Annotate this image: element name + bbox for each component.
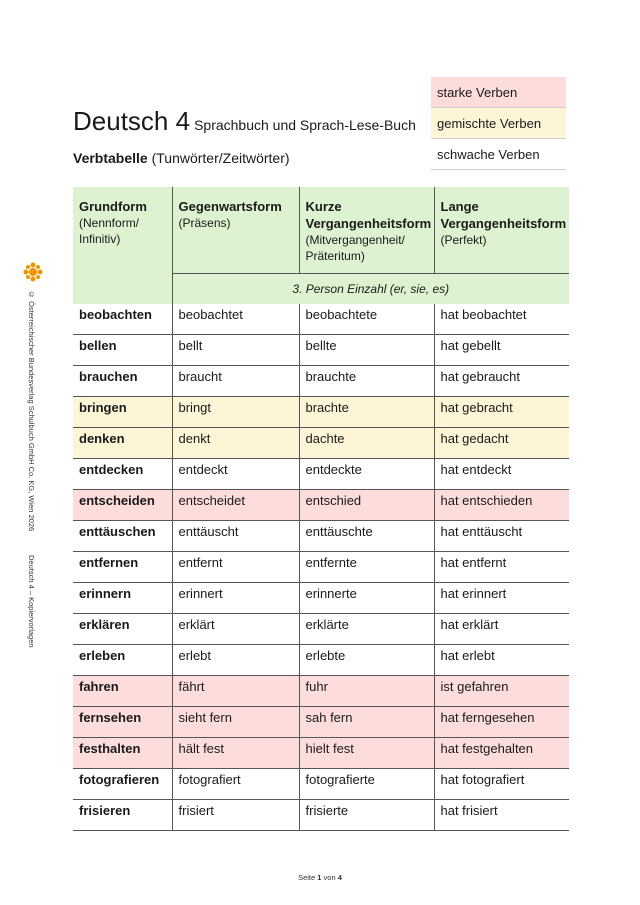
verb-type-legend (431, 77, 566, 170)
perfect-cell: hat gebraucht (434, 366, 569, 397)
perfect-cell: hat entschieden (434, 490, 569, 521)
present-cell: bellt (172, 335, 299, 366)
preterite-cell: brachte (299, 397, 434, 428)
column-header: Kurze Vergangenheitsform (Mitvergangenheit/ Präteritum) (299, 187, 434, 273)
infinitive-cell: entscheiden (73, 490, 172, 521)
column-header: Lange Vergangenheitsform (Perfekt) (434, 187, 569, 273)
preterite-cell: entfernte (299, 552, 434, 583)
preterite-cell: dachte (299, 428, 434, 459)
preterite-cell: enttäuschte (299, 521, 434, 552)
book-subtitle: Sprachbuch und Sprach-Lese-Buch (194, 117, 416, 133)
table-row (73, 304, 569, 335)
preterite-cell: hielt fest (299, 738, 434, 769)
table-row (73, 800, 569, 831)
present-cell: beobachtet (172, 304, 299, 335)
perfect-cell: hat gebracht (434, 397, 569, 428)
present-cell: fotografiert (172, 769, 299, 800)
table-row (73, 490, 569, 521)
present-cell: entdeckt (172, 459, 299, 490)
perfect-cell: hat beobachtet (434, 304, 569, 335)
perfect-cell: hat entfernt (434, 552, 569, 583)
present-cell: erlebt (172, 645, 299, 676)
table-title-rest: (Tunwörter/Zeitwörter) (151, 150, 290, 166)
present-cell: frisiert (172, 800, 299, 831)
perfect-cell: hat entdeckt (434, 459, 569, 490)
infinitive-cell: frisieren (73, 800, 172, 831)
table-title (73, 150, 290, 166)
publisher-logo-icon (23, 262, 43, 282)
perfect-cell: ist gefahren (434, 676, 569, 707)
table-row (73, 583, 569, 614)
preterite-cell: beobachtete (299, 304, 434, 335)
column-header: Grundform (Nennform/ Infinitiv) (73, 187, 172, 273)
legend-strong-verbs: starke Verben (431, 77, 566, 108)
preterite-cell: entdeckte (299, 459, 434, 490)
table-row (73, 335, 569, 366)
page-footer: Seite 1 von 4 (298, 873, 342, 882)
infinitive-cell: brauchen (73, 366, 172, 397)
perfect-cell: hat fotografiert (434, 769, 569, 800)
table-row (73, 676, 569, 707)
present-cell: erklärt (172, 614, 299, 645)
present-cell: entscheidet (172, 490, 299, 521)
infinitive-cell: bringen (73, 397, 172, 428)
present-cell: enttäuscht (172, 521, 299, 552)
infinitive-cell: fernsehen (73, 707, 172, 738)
table-header-row (73, 187, 569, 273)
table-row (73, 614, 569, 645)
perfect-cell: hat festgehalten (434, 738, 569, 769)
present-cell: braucht (172, 366, 299, 397)
preterite-cell: sah fern (299, 707, 434, 738)
present-cell: fährt (172, 676, 299, 707)
preterite-cell: brauchte (299, 366, 434, 397)
preterite-cell: fotografierte (299, 769, 434, 800)
perfect-cell: hat erklärt (434, 614, 569, 645)
infinitive-cell: beobachten (73, 304, 172, 335)
present-cell: entfernt (172, 552, 299, 583)
infinitive-cell: denken (73, 428, 172, 459)
present-cell: sieht fern (172, 707, 299, 738)
column-header: Gegenwartsform (Präsens) (172, 187, 299, 273)
verb-table (73, 187, 569, 831)
perfect-cell: hat gebellt (434, 335, 569, 366)
infinitive-cell: erklären (73, 614, 172, 645)
person-note: 3. Person Einzahl (er, sie, es) (172, 273, 569, 304)
infinitive-cell: enttäuschen (73, 521, 172, 552)
present-cell: erinnert (172, 583, 299, 614)
table-row (73, 707, 569, 738)
person-note-row (73, 273, 569, 304)
table-title-bold: Verbtabelle (73, 150, 148, 166)
present-cell: denkt (172, 428, 299, 459)
table-row (73, 552, 569, 583)
infinitive-cell: erleben (73, 645, 172, 676)
table-row (73, 521, 569, 552)
infinitive-cell: erinnern (73, 583, 172, 614)
book-note: Deutsch 4 – Kopiervorlagen (27, 555, 36, 648)
perfect-cell: hat enttäuscht (434, 521, 569, 552)
copyright-note: © Österreichischer Bundesverlag Schulbuch GmbH Co. KG, Wien 2026 (27, 290, 36, 532)
perfect-cell: hat erlebt (434, 645, 569, 676)
table-row (73, 769, 569, 800)
table-row (73, 738, 569, 769)
table-row (73, 645, 569, 676)
table-row (73, 397, 569, 428)
book-title: Deutsch 4 (73, 106, 191, 136)
preterite-cell: entschied (299, 490, 434, 521)
infinitive-cell: entfernen (73, 552, 172, 583)
table-row (73, 366, 569, 397)
present-cell: bringt (172, 397, 299, 428)
table-row (73, 459, 569, 490)
perfect-cell: hat ferngesehen (434, 707, 569, 738)
infinitive-cell: fotografieren (73, 769, 172, 800)
infinitive-cell: entdecken (73, 459, 172, 490)
preterite-cell: fuhr (299, 676, 434, 707)
infinitive-cell: festhalten (73, 738, 172, 769)
perfect-cell: hat gedacht (434, 428, 569, 459)
table-row (73, 428, 569, 459)
legend-weak-verbs: schwache Verben (431, 139, 566, 170)
perfect-cell: hat frisiert (434, 800, 569, 831)
present-cell: hält fest (172, 738, 299, 769)
preterite-cell: erlebte (299, 645, 434, 676)
page-title (73, 106, 416, 137)
infinitive-cell: fahren (73, 676, 172, 707)
perfect-cell: hat erinnert (434, 583, 569, 614)
preterite-cell: erinnerte (299, 583, 434, 614)
infinitive-cell: bellen (73, 335, 172, 366)
preterite-cell: bellte (299, 335, 434, 366)
preterite-cell: erklärte (299, 614, 434, 645)
preterite-cell: frisierte (299, 800, 434, 831)
legend-mixed-verbs: gemischte Verben (431, 108, 566, 139)
